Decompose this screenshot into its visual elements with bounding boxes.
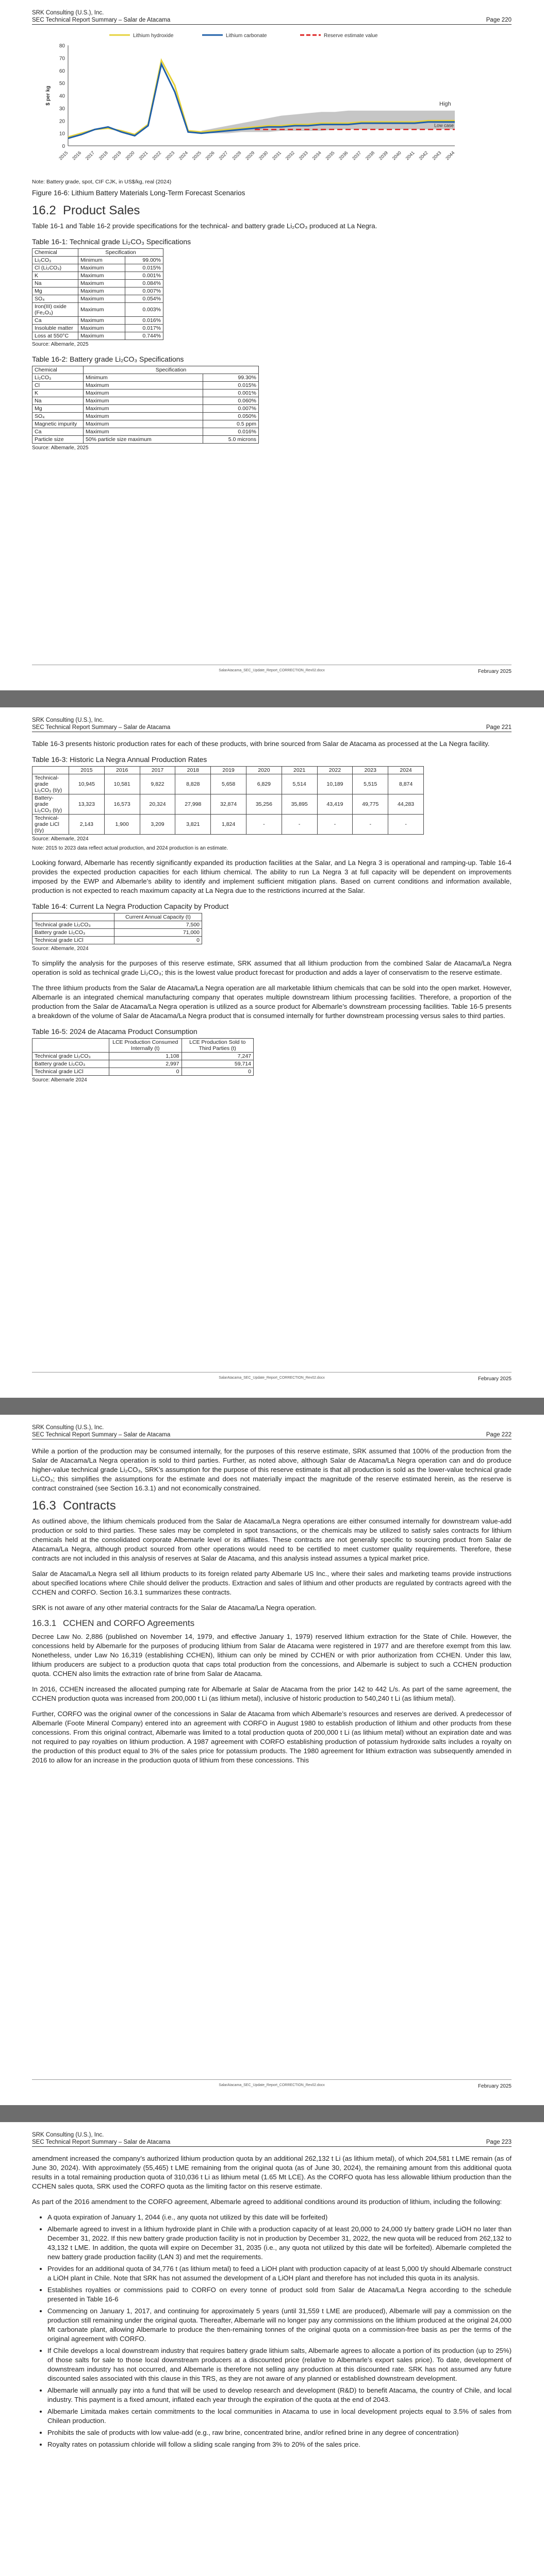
x-tick-label: 2035 xyxy=(324,150,336,161)
cell-value: 7,247 xyxy=(182,1053,253,1060)
subsection-title: CCHEN and CORFO Agreements xyxy=(63,1618,195,1628)
list-item: • Prohibits the sale of products with low value-add (e.g., raw brine, concentrated brine, and/or refined brine in any degree of concentration) xyxy=(47,2428,512,2437)
table-16-1 xyxy=(32,248,163,340)
y-tick-label: 0 xyxy=(62,144,65,149)
cell-value: 0.054% xyxy=(125,295,163,303)
paragraph: To simplify the analysis for the purposes of this reserve estimate, SRK assumed that all lithium production from the combined Salar de Atacama/La Negra operation is sold as technical grade Li₂CO₃; this is the lowest value product forecast for production and adds a layer of conservatism to the reserve estimate. xyxy=(32,959,512,976)
table-row xyxy=(32,257,163,264)
cell-chemical: Loss at 550°C xyxy=(32,332,78,340)
cell-chemical: Na xyxy=(32,280,78,287)
header-rule xyxy=(32,24,512,25)
x-tick-label: 2016 xyxy=(71,150,83,161)
page-221 xyxy=(0,707,544,1398)
footer-date: February 2025 xyxy=(477,1376,512,1382)
cell-limit: Maximum xyxy=(78,295,125,303)
section-heading xyxy=(32,206,512,215)
table-row xyxy=(32,397,259,405)
forecast-chart-svg xyxy=(32,30,512,174)
x-tick-label: 2044 xyxy=(444,150,456,161)
page-header xyxy=(32,717,512,731)
cell-value: - xyxy=(282,815,317,835)
table-caption: Table 16-1: Technical grade Li₂CO₃ Specifications xyxy=(32,238,191,246)
cell-value: 3,821 xyxy=(175,815,211,835)
cell-value: 10,189 xyxy=(317,774,353,794)
table-caption: Table 16-5: 2024 de Atacama Product Consumption xyxy=(32,1027,197,1036)
cell-limit: Maximum xyxy=(84,389,203,397)
legend-label: Reserve estimate value xyxy=(324,33,378,39)
x-tick-label: 2023 xyxy=(164,150,176,161)
annotation-high: High xyxy=(439,101,451,107)
table-16-4 xyxy=(32,913,202,944)
header-report: SEC Technical Report Summary – Salar de Atacama xyxy=(32,17,171,23)
table-body xyxy=(32,921,202,944)
list-item: • A quota expiration of January 1, 2044 (i.e., any quota not utilized by this date will be forfeited) xyxy=(47,2213,512,2222)
page-header xyxy=(32,1424,512,1438)
cell-chemical: Cl xyxy=(32,382,84,389)
table-header: Current Annual Capacity (t) xyxy=(114,913,202,921)
x-tick-label: 2042 xyxy=(418,150,429,161)
legend-label: Lithium hydroxide xyxy=(133,33,174,39)
table-source: Source: Albemarle, 2025 xyxy=(32,445,89,451)
cell-value: 44,283 xyxy=(388,794,424,815)
cell-limit: Maximum xyxy=(78,264,125,272)
table-row xyxy=(32,1053,254,1060)
cell-chemical: Iron(III) oxide (Fe₂O₃) xyxy=(32,303,78,317)
cell-value: 0.015% xyxy=(125,264,163,272)
year-header: 2018 xyxy=(175,767,211,774)
header-report: SEC Technical Report Summary – Salar de Atacama xyxy=(32,1432,171,1438)
list-item: • Royalty rates on potassium chloride will follow a sliding scale ranging from 3% to 20% of the sales price. xyxy=(47,2440,512,2449)
list-item: • Establishes royalties or commissions paid to CORFO on every tonne of product sold from Salar de Atacama/La Negra according to the schedule presented in Table 16-6 xyxy=(47,2285,512,2304)
table-row xyxy=(32,295,163,303)
x-tick-label: 2024 xyxy=(177,150,189,161)
table-header-empty xyxy=(32,767,69,774)
cell-chemical: Li₂CO₃ xyxy=(32,257,78,264)
cell-value: 0 xyxy=(109,1068,182,1076)
page-number: Page 220 xyxy=(486,17,512,23)
page-number: Page 223 xyxy=(486,2139,512,2145)
header-company: SRK Consulting (U.S.), Inc. xyxy=(32,2132,104,2138)
page-220-content xyxy=(32,30,512,458)
cell-limit: Maximum xyxy=(78,287,125,295)
cell-chemical: SO₄ xyxy=(32,295,78,303)
table-row xyxy=(32,774,424,794)
footer-rule xyxy=(32,2079,512,2080)
year-header: 2020 xyxy=(246,767,282,774)
cell-value: 2,143 xyxy=(69,815,105,835)
cell-limit: Maximum xyxy=(84,405,203,413)
cell-value: 0.016% xyxy=(203,428,259,436)
cell-chemical: K xyxy=(32,389,84,397)
row-label: Battery grade Li₂CO₃ xyxy=(32,929,114,937)
table-16-2 xyxy=(32,366,259,444)
y-tick-label: 30 xyxy=(59,106,65,112)
x-tick-label: 2030 xyxy=(258,150,269,161)
year-header: 2019 xyxy=(211,767,246,774)
cell-value: 0.050% xyxy=(203,413,259,420)
table-source: Source: Albemarle, 2024 xyxy=(32,946,89,952)
paragraph: As outlined above, the lithium chemicals produced from the Salar de Atacama/La Negra operations are either consumed internally for downstream value-add production or sold to third parties. These sales may be completed in spot transactions, or the chemicals may be utilized to satisfy sales contracts for lithium chemicals held at the consolidated corporate Albemarle level or its affiliates. These contracts are not generally specific to sourcing product from Salar de Atacama/La Negra, although product sourced from other operations would need to be certified to meet customer quality requirements. Therefore, these contracts are not included in this analysis of reserves at Salar de Atacama, and this analysis instead assumes a typical market price. xyxy=(32,1517,512,1562)
header-company: SRK Consulting (U.S.), Inc. xyxy=(32,10,104,16)
table-body xyxy=(32,374,259,444)
cell-chemical: SO₄ xyxy=(32,413,84,420)
paragraph: As part of the 2016 amendment to the CORFO agreement, Albemarle agreed to additional conditions around its production of lithium, including the following: xyxy=(32,2198,502,2206)
figure-caption: Figure 16-6: Lithium Battery Materials Long-Term Forecast Scenarios xyxy=(32,189,245,197)
cell-value: 0.060% xyxy=(203,397,259,405)
x-tick-label: 2015 xyxy=(58,150,69,161)
cell-chemical: Mg xyxy=(32,287,78,295)
year-header: 2022 xyxy=(317,767,353,774)
cell-value: 0.001% xyxy=(203,389,259,397)
cell-value: 10,581 xyxy=(104,774,140,794)
table-header-empty xyxy=(32,1039,109,1053)
cell-value: 8,874 xyxy=(388,774,424,794)
y-axis-label: $ per kg xyxy=(45,86,51,106)
y-tick-label: 50 xyxy=(59,81,65,87)
cell-value: 9,822 xyxy=(140,774,175,794)
paragraph: Salar de Atacama/La Negra sell all lithium products to its foreign related party Albemarle US Inc., where their sales and marketing teams provide instructions about specified locations where Chile should deliver the products. Extraction and sales of lithium and other products are regulated by contracts agreed with the CCHEN and CORFO. Section 16.3.1 summarizes these contracts. xyxy=(32,1570,512,1596)
table-source: Source: Albemarle, 2025 xyxy=(32,342,89,347)
cell-value: 5,515 xyxy=(353,774,388,794)
cell-value: 0.016% xyxy=(125,317,163,325)
cell-value: 8,828 xyxy=(175,774,211,794)
list-item: • Albemarle Limitada makes certain commitments to the local communities in Atacama to use in local development projects equal to 3.5% of sales from Chilean production. xyxy=(47,2407,512,2426)
cell-limit: Maximum xyxy=(84,428,203,436)
year-header: 2023 xyxy=(353,767,388,774)
footer-file: SalarAtacama_SEC_Update_Report_CORRECTION_Rev02.docx xyxy=(219,1376,325,1380)
x-tick-label: 2034 xyxy=(311,150,322,161)
cell-value: 1,824 xyxy=(211,815,246,835)
paragraph: Table 16-1 and Table 16-2 provide specifications for the technical- and battery grade Li₂CO₃ produced at La Negra. xyxy=(32,222,377,230)
table-row xyxy=(32,1068,254,1076)
row-label: Technical grade Li₂CO₃ xyxy=(32,1053,109,1060)
cell-value: 16,573 xyxy=(104,794,140,815)
y-tick-label: 80 xyxy=(59,43,65,49)
table-header-empty xyxy=(32,913,114,921)
table-header: Chemical xyxy=(32,366,84,374)
cell-limit: Minimum xyxy=(84,374,203,382)
y-tick-label: 20 xyxy=(59,118,65,125)
cell-value: 0.007% xyxy=(203,405,259,413)
cell-value: 6,829 xyxy=(246,774,282,794)
table-body xyxy=(32,774,424,835)
cell-chemical: Insoluble matter xyxy=(32,325,78,332)
cell-value: 5.0 microns xyxy=(203,436,259,444)
cell-value: 0.001% xyxy=(125,272,163,280)
x-tick-label: 2041 xyxy=(404,150,416,161)
x-tick-label: 2032 xyxy=(284,150,296,161)
cell-value: 20,324 xyxy=(140,794,175,815)
cell-value: 0.007% xyxy=(125,287,163,295)
table-note: Note: 2015 to 2023 data reflect actual production, and 2024 production is an estimate. xyxy=(32,845,228,851)
table-caption: Table 16-3: Historic La Negra Annual Production Rates xyxy=(32,755,207,764)
section-heading xyxy=(32,1501,512,1511)
cell-value: 99.00% xyxy=(125,257,163,264)
subsection-number: 16.3.1 xyxy=(32,1618,57,1628)
paragraph: amendment increased the company’s authorized lithium production quota by an additional 262,132 t Li (as lithium metal), of which 204,581 t LME remain (as of June 30, 2024). With approximately (55,465) t LME remaining from the original quota (as of June 30, 2024), the remaining amount from this additional quota results in a total remaining production quota of 310,036 t Li as lithium metal (1.65 Mt LCE). As the CORFO quota has less allowable lithium production than the CCHEN sales quota, SRK used the CORFO quota as the limiting factor on this reserve estimate. xyxy=(32,2155,512,2190)
x-tick-label: 2020 xyxy=(124,150,136,161)
x-tick-label: 2022 xyxy=(151,150,162,161)
cell-limit: Minimum xyxy=(78,257,125,264)
cell-chemical: Ca xyxy=(32,428,84,436)
cell-chemical: Na xyxy=(32,397,84,405)
cell-value: - xyxy=(353,815,388,835)
table-row xyxy=(32,929,202,937)
x-tick-label: 2038 xyxy=(365,150,376,161)
table-row xyxy=(32,374,259,382)
y-tick-label: 10 xyxy=(59,131,65,137)
chart-note: Note: Battery grade, spot, CIF CJK, in US$/kg, real (2024) xyxy=(32,179,172,185)
x-tick-label: 2043 xyxy=(431,150,442,161)
paragraph: While a portion of the production may be consumed internally, for the purposes of this reserve estimate, SRK assumed that 100% of the production from the Salar de Atacama/La Negra operation is sold to third parties. Further, as noted above, although Salar de Atacama/La Negra operation can and do produce higher-value technical grade Li₂CO₃, SRK’s assumption for the purpose of this reserve estimate is that all production is sold as the lower-value technical grade Li₂CO₃; this simplifies the assumptions for the estimate and does not materially impact the magnitude of the reserve estimated herein, as the reserve is contract constrained (see Section 16.3.1) and not economically constrained. xyxy=(32,1447,512,1492)
cell-value: 5,658 xyxy=(211,774,246,794)
cell-value: 59,714 xyxy=(182,1060,253,1068)
section-title: Contracts xyxy=(63,1499,116,1513)
header-rule xyxy=(32,2146,512,2147)
table-caption: Table 16-4: Current La Negra Production Capacity by Product xyxy=(32,902,229,910)
paragraph: Looking forward, Albemarle has recently significantly expanded its production facilities at the Salar, and La Negra 3 is operational and ramping-up. Table 16-4 provides the expected production capacities for each lithium chemical. The ability to run La Negra 3 at full capacity will be dependent on improvements imposed by the EWP and Albemarle’s ability to identify and implement sufficient mitigation plans. Based on current conditions and information available, production is not expected to reach maximum capacity at La Negra due to the restrictions incurred at the Salar. xyxy=(32,859,512,894)
row-label: Technical-grade LiCl (t/y) xyxy=(32,815,69,835)
cell-value: 71,000 xyxy=(114,929,202,937)
cell-chemical: Li₂CO₃ xyxy=(32,374,84,382)
cell-value: 32,874 xyxy=(211,794,246,815)
cell-limit: Maximum xyxy=(78,280,125,287)
cell-chemical: Cl (Li₂CO₃) xyxy=(32,264,78,272)
table-body xyxy=(32,257,163,340)
x-tick-label: 2037 xyxy=(351,150,362,161)
page-223 xyxy=(0,2122,544,2576)
table-16-3 xyxy=(32,766,424,835)
cell-value: 13,323 xyxy=(69,794,105,815)
section-number: 16.3 xyxy=(32,1499,56,1513)
table-row xyxy=(32,921,202,929)
table-header: LCE Production Sold to Third Parties (t) xyxy=(182,1039,253,1053)
table-row xyxy=(32,937,202,944)
table-16-5 xyxy=(32,1038,254,1076)
x-tick-label: 2026 xyxy=(204,150,216,161)
table-header-row xyxy=(32,767,424,774)
cell-limit: Maximum xyxy=(84,413,203,420)
forecast-chart xyxy=(32,30,512,174)
table-header-row xyxy=(32,366,259,374)
table-row xyxy=(32,303,163,317)
row-label: Battery-grade Li₂CO₃ (t/y) xyxy=(32,794,69,815)
table-header-row xyxy=(32,249,163,257)
x-tick-label: 2019 xyxy=(111,150,122,161)
table-row xyxy=(32,794,424,815)
table-source: Source: Albemarle, 2024 xyxy=(32,836,89,842)
list-item: • Albemarle will annually pay into a fund that will be used to develop research and development (R&D) to benefit Atacama, the country of Chile, and local industry. This payment is a fixed amount, inflated each year through the expiration of the quota at the end of 2043. xyxy=(47,2386,512,2404)
x-tick-label: 2025 xyxy=(191,150,203,161)
cell-value: 7,500 xyxy=(114,921,202,929)
footer-date: February 2025 xyxy=(477,669,512,674)
page-220 xyxy=(0,0,544,690)
section-title: Product Sales xyxy=(63,204,140,217)
annotation-low: Low case xyxy=(434,123,454,128)
x-tick-label: 2017 xyxy=(84,150,96,161)
list-item: • Provides for an additional quota of 34,776 t (as lithium metal) to feed a LiOH plant with production capacity of at least 5,000 t/y should Albemarle construct a LiOH plant in Chile. Note that SRK has not assumed the development of a LiOH plant and therefore has not included this quota in its analysis. xyxy=(47,2264,512,2283)
page-222-content xyxy=(32,1447,512,1771)
row-label: Technical grade Li₂CO₃ xyxy=(32,921,114,929)
table-header: LCE Production Consumed Internally (t) xyxy=(109,1039,182,1053)
x-tick-label: 2033 xyxy=(298,150,309,161)
table-row xyxy=(32,428,259,436)
page-header xyxy=(32,9,512,24)
cell-value: 0.017% xyxy=(125,325,163,332)
cell-chemical: Mg xyxy=(32,405,84,413)
list-item: • If Chile develops a local downstream industry that requires battery grade lithium salts, Albemarle agrees to allocate a portion of its production (up to 25%) of those salts for sale to those local downstream producers at a discounted price (relative to Albemarle’s export sales price). To date, development of downstream industry has not occurred, and Albemarle is therefore not selling any production at this discounted rate. SRK has not assumed any future discounted sales associated with this clause in this TRS, as they are not aware of any planned or established downstream development. xyxy=(47,2346,512,2383)
cell-value: 99.30% xyxy=(203,374,259,382)
page-header xyxy=(32,2131,512,2146)
cell-value: 0.5 ppm xyxy=(203,420,259,428)
year-header: 2024 xyxy=(388,767,424,774)
table-row xyxy=(32,332,163,340)
cell-value: 0 xyxy=(114,937,202,944)
cell-value: 0.003% xyxy=(125,303,163,317)
cell-chemical: Ca xyxy=(32,317,78,325)
cell-value: 1,900 xyxy=(104,815,140,835)
paragraph: SRK is not aware of any other material contracts for the Salar de Atacama/La Negra operation. xyxy=(32,1604,317,1612)
x-tick-label: 2039 xyxy=(377,150,389,161)
cell-value: 0 xyxy=(182,1068,253,1076)
table-header-row xyxy=(32,913,202,921)
y-tick-label: 70 xyxy=(59,56,65,62)
table-row xyxy=(32,405,259,413)
page-222 xyxy=(0,1415,544,2105)
cell-value: 35,895 xyxy=(282,794,317,815)
cell-value: 5,514 xyxy=(282,774,317,794)
cell-value: - xyxy=(246,815,282,835)
x-tick-label: 2040 xyxy=(391,150,402,161)
cell-value: - xyxy=(388,815,424,835)
list-item: • Commencing on January 1, 2017, and continuing for approximately 5 years (until 31,559 t LME are produced), Albemarle will pay a commission on the production still remaining under the original quota. Thereafter, Albemarle will no longer pay any commissions on the lithium produced at the original 24,000 Mt carbonate plant, allowing Albemarle to produce the then-remaining tonnes of the original quota on a commission-free basis as per the terms of the original agreement with CORFO. xyxy=(47,2307,512,2344)
cell-value: 3,209 xyxy=(140,815,175,835)
cell-limit: Maximum xyxy=(84,397,203,405)
y-tick-label: 60 xyxy=(59,68,65,74)
cell-limit: Maximum xyxy=(78,303,125,317)
year-header: 2016 xyxy=(104,767,140,774)
table-header: Specification xyxy=(78,249,163,257)
page-number: Page 222 xyxy=(486,1432,512,1438)
cell-value: 0.744% xyxy=(125,332,163,340)
legend-label: Lithium carbonate xyxy=(226,33,267,39)
table-caption: Table 16-2: Battery grade Li₂CO₃ Specifications xyxy=(32,355,184,363)
table-row xyxy=(32,317,163,325)
header-company: SRK Consulting (U.S.), Inc. xyxy=(32,717,104,723)
cell-value: 1,108 xyxy=(109,1053,182,1060)
page-221-content xyxy=(32,739,512,1090)
table-row xyxy=(32,1060,254,1068)
table-row xyxy=(32,420,259,428)
y-tick-label: 40 xyxy=(59,93,65,99)
x-tick-label: 2028 xyxy=(231,150,242,161)
footer-file: SalarAtacama_SEC_Update_Report_CORRECTION_Rev02.docx xyxy=(219,669,325,672)
year-header: 2015 xyxy=(69,767,105,774)
header-report: SEC Technical Report Summary – Salar de Atacama xyxy=(32,2139,171,2145)
footer-file: SalarAtacama_SEC_Update_Report_CORRECTION_Rev02.docx xyxy=(219,2083,325,2087)
table-row xyxy=(32,325,163,332)
cell-chemical: K xyxy=(32,272,78,280)
cell-limit: 50% particle size maximum xyxy=(84,436,203,444)
cell-value: 10,945 xyxy=(69,774,105,794)
cell-limit: Maximum xyxy=(84,420,203,428)
cell-value: 2,997 xyxy=(109,1060,182,1068)
table-row xyxy=(32,389,259,397)
table-row xyxy=(32,264,163,272)
table-row xyxy=(32,815,424,835)
year-header: 2017 xyxy=(140,767,175,774)
x-tick-label: 2018 xyxy=(97,150,109,161)
header-report: SEC Technical Report Summary – Salar de Atacama xyxy=(32,724,171,731)
section-number: 16.2 xyxy=(32,204,56,217)
table-row xyxy=(32,413,259,420)
conditions-list xyxy=(32,2213,512,2449)
cell-value: - xyxy=(317,815,353,835)
table-header-row xyxy=(32,1039,254,1053)
cell-limit: Maximum xyxy=(78,332,125,340)
cell-limit: Maximum xyxy=(78,325,125,332)
page-223-content xyxy=(32,2154,512,2455)
cell-value: 27,998 xyxy=(175,794,211,815)
cell-value: 49,775 xyxy=(353,794,388,815)
paragraph: Further, CORFO was the original owner of the concessions in Salar de Atacama from which Albemarle’s resources and reserves are derived. A predecessor of Albemarle (Foote Mineral Company) entered into an agreement with CORFO in August 1980 to establish production of lithium and other products from these concessions. From this original contract, Albemarle was limited to a total production quota of 200,000 t Li (as lithium metal) without an expiration date and was not required to pay royalties on lithium production. A 1987 agreement with CORFO establishing production of potassium hydroxide salts includes a royalty on the production of this product equal to 3% of the sales price for potassium products. The 1980 agreement for lithium extraction was subsequently amended in 2016 to allow for an increase in the production quota of lithium from these concessions. This xyxy=(32,1710,512,1764)
row-label: Technical grade LiCl xyxy=(32,1068,109,1076)
table-row xyxy=(32,280,163,287)
cell-value: 35,256 xyxy=(246,794,282,815)
table-row xyxy=(32,436,259,444)
page-number: Page 221 xyxy=(486,724,512,731)
cell-chemical: Magnetic impurity xyxy=(32,420,84,428)
x-tick-label: 2021 xyxy=(138,150,149,161)
cell-value: 0.084% xyxy=(125,280,163,287)
cell-limit: Maximum xyxy=(78,272,125,280)
cell-limit: Maximum xyxy=(78,317,125,325)
cell-limit: Maximum xyxy=(84,382,203,389)
x-tick-label: 2036 xyxy=(338,150,349,161)
paragraph: The three lithium products from the Salar de Atacama/La Negra operation are all marketable lithium chemicals that can be sold into the open market. However, Albemarle is an integrated chemical manufacturing company that operates multiple downstream lithium processing facilities. Therefore, a proportion of the production from the Salar de Atacama/La Negra operation is utilized as a source product for Albemarle’s downstream processing facilities. Table 16-5 presents a breakdown of the volume of Salar de Atacama/La Negra product that is consumed internally for further downstream processing versus sales to third parties. xyxy=(32,984,512,1020)
table-source: Source: Albemarle 2024 xyxy=(32,1077,87,1083)
table-row xyxy=(32,382,259,389)
table-body xyxy=(32,1053,254,1076)
row-label: Battery grade Li₂CO₃ xyxy=(32,1060,109,1068)
row-label: Technical-grade Li₂CO₃ (t/y) xyxy=(32,774,69,794)
table-row xyxy=(32,272,163,280)
x-tick-label: 2027 xyxy=(218,150,229,161)
cell-value: 43,419 xyxy=(317,794,353,815)
year-header: 2021 xyxy=(282,767,317,774)
x-tick-label: 2029 xyxy=(244,150,256,161)
paragraph: In 2016, CCHEN increased the allocated pumping rate for Albemarle at Salar de Atacama from the prior 142 to 442 L/s. As part of the same agreement, the CCHEN production quota was increased from 200,000 t Li (as lithium metal), inclusive of historic production to 540,240 t Li (as lithium metal). xyxy=(32,1685,512,1702)
paragraph: Table 16-3 presents historic production rates for each of these products, with brine sourced from Salar de Atacama as processed at the La Negra facility. xyxy=(32,740,490,748)
footer-date: February 2025 xyxy=(477,2083,512,2089)
row-label: Technical grade LiCl xyxy=(32,937,114,944)
list-item: • Albemarle agreed to invest in a lithium hydroxide plant in Chile with a production capacity of at least 20,000 to 24,000 t/y battery grade LiOH no later than December 31, 2022. If this new battery grade production facility is not in production by December 31, 2022, the new quota will be reduced from 262,132 to 43,132 t LME. In addition, the quota will expire on December 31, 2035 (i.e., any quota not utilized by this date will be forfeited). Albemarle completed the new battery grade production facility (LAN 3) and met the requirements. xyxy=(47,2225,512,2262)
cell-chemical: Particle size xyxy=(32,436,84,444)
table-row xyxy=(32,287,163,295)
table-header: Chemical xyxy=(32,249,78,257)
table-header: Specification xyxy=(84,366,259,374)
header-company: SRK Consulting (U.S.), Inc. xyxy=(32,1425,104,1431)
paragraph: Decree Law No. 2,886 (published on November 14, 1979, and effective January 1, 1979) reserved lithium extraction for the State of Chile. However, the concessions held by Albemarle for the purposes of producing lithium from Salar de Atacama were registered in 1977 and are therefore exempt from this law. Nonetheless, under Law No 16,319 (establishing CCHEN), lithium can only be mined by CCHEN or with prior authorization from CCHEN. Under this law, lithium producers are subject to a production quota that caps total production from the concessions, and Albemarle is subject to such a CCHEN production quota. CCHEN also limits the extraction rate of brine from Salar de Atacama. xyxy=(32,1633,512,1677)
subsection-heading xyxy=(32,1619,512,1628)
x-tick-label: 2031 xyxy=(271,150,283,161)
cell-value: 0.015% xyxy=(203,382,259,389)
